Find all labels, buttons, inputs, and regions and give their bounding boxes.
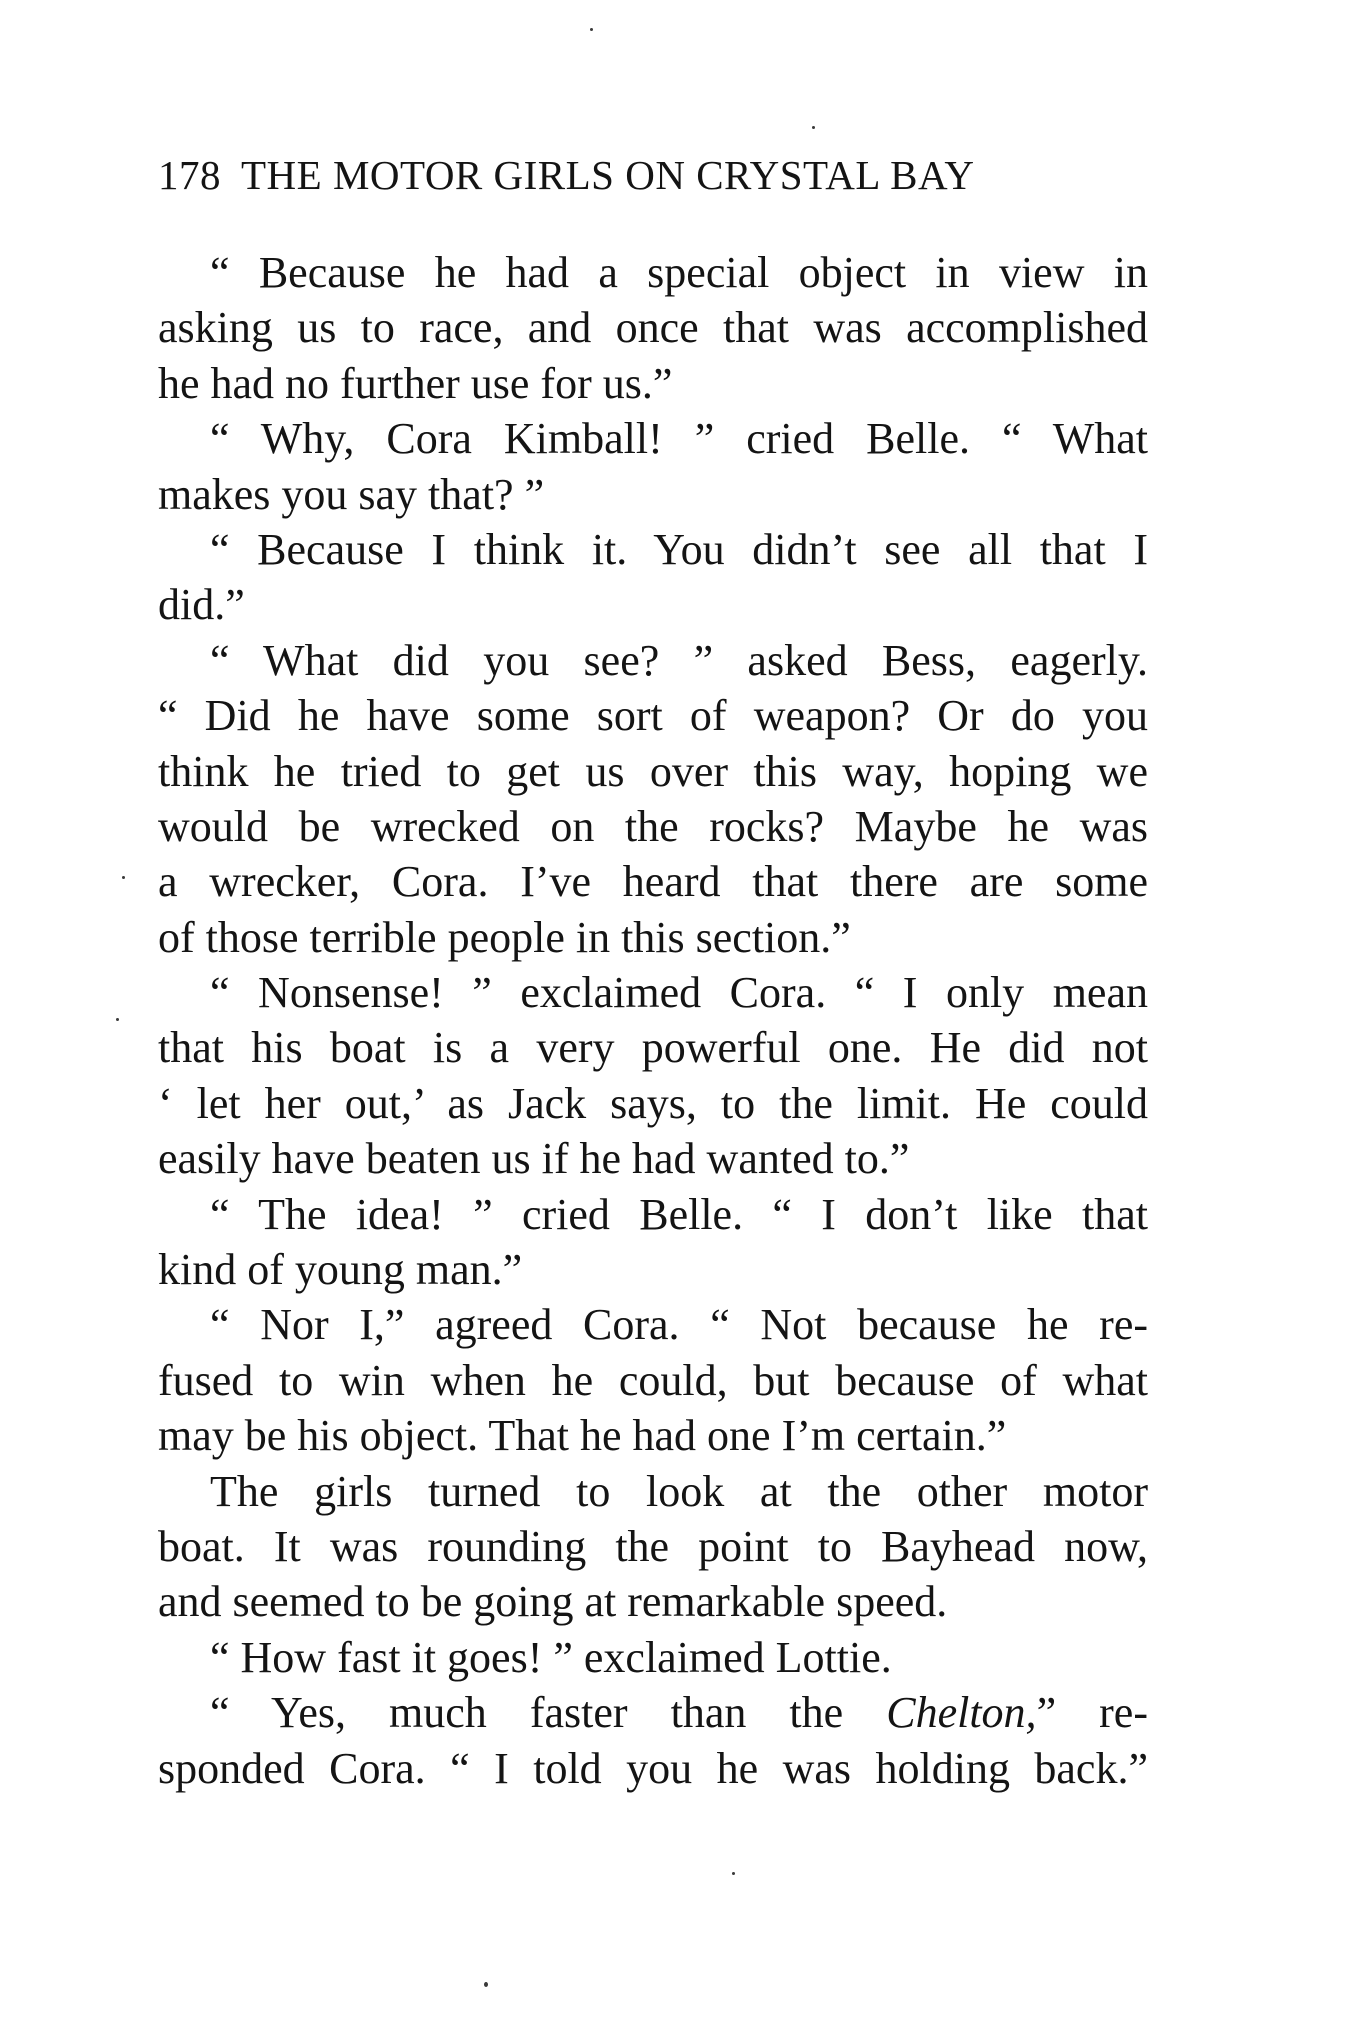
scan-speck (812, 126, 815, 129)
text-line: fused to win when he could, but because of what (158, 1355, 1148, 1405)
scan-speck (732, 1872, 735, 1875)
text-line: “ Did he have some sort of weapon? Or do you (158, 691, 1148, 741)
text-line: makes you say that? ” (158, 469, 545, 519)
text-line: ‘ let her out,’ as Jack says, to the limit. He could (158, 1078, 1148, 1128)
text-line: would be wrecked on the rocks? Maybe he was (158, 801, 1148, 851)
text-line: “ How fast it goes! ” exclaimed Lottie. (210, 1632, 892, 1682)
text-line: and seemed to be going at remarkable speed. (158, 1577, 948, 1627)
scan-speck (122, 876, 125, 879)
text-line: asking us to race, and once that was accomplished (158, 303, 1148, 353)
text-line: “ Nonsense! ” exclaimed Cora. “ I only mean (210, 968, 1148, 1018)
text-line: easily have beaten us if he had wanted to.” (158, 1134, 910, 1184)
text-line: “ Because I think it. You didn’t see all that I (210, 524, 1148, 574)
text-line: kind of young man.” (158, 1245, 523, 1295)
running-title: THE MOTOR GIRLS ON CRYSTAL BAY (241, 152, 975, 198)
scan-speck (590, 28, 593, 31)
text-line: he had no further use for us.” (158, 358, 673, 408)
text-line: a wrecker, Cora. I’ve heard that there are some (158, 857, 1148, 907)
text-line: of those terrible people in this section.” (158, 912, 851, 962)
text-line: may be his object. That he had one I’m certain.” (158, 1411, 1007, 1461)
running-head (158, 150, 1158, 200)
text-line: “ What did you see? ” asked Bess, eagerly. (210, 635, 1148, 685)
text-fragment: “ Yes, much faster than the (210, 1688, 887, 1738)
text-line: boat. It was rounding the point to Bayhead now, (158, 1521, 1148, 1571)
text-line: “ Because he had a special object in view in (210, 248, 1148, 297)
text-line: “ The idea! ” cried Belle. “ I don’t like that (210, 1189, 1148, 1239)
text-line: that his boat is a very powerful one. He did not (158, 1023, 1148, 1073)
text-fragment: ” re- (1036, 1688, 1148, 1738)
scan-speck (484, 1982, 488, 1987)
text-line: “ Nor I,” agreed Cora. “ Not because he re- (210, 1300, 1148, 1350)
text-line: The girls turned to look at the other motor (210, 1466, 1148, 1516)
scan-speck (116, 1018, 119, 1021)
text-line: think he tried to get us over this way, hoping we (158, 746, 1148, 796)
body-text (158, 245, 1148, 1796)
text-line: did.” (158, 580, 245, 630)
text-line: “ Why, Cora Kimball! ” cried Belle. “ What (210, 414, 1148, 464)
page-number: 178 (158, 152, 221, 198)
italic-boat-name: Chelton, (886, 1688, 1037, 1738)
text-line: sponded Cora. “ I told you he was holding back.” (158, 1743, 1148, 1793)
text-line-with-italic (158, 1685, 1148, 1740)
